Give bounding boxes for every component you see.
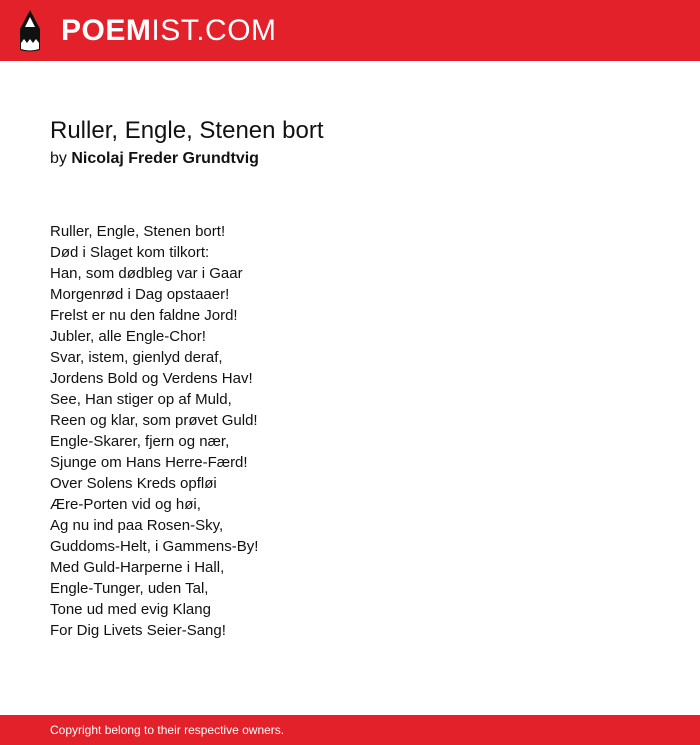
poem-line: Ruller, Engle, Stenen bort!: [50, 223, 226, 240]
poem-line: Ære-Porten vid og høi,: [50, 496, 201, 513]
poem-line: Morgenrød i Dag opstaaer!: [50, 286, 230, 303]
poem-line: Tone ud med evig Klang: [50, 601, 211, 618]
byline-prefix: by: [50, 150, 67, 167]
poem-line: Guddoms-Helt, i Gammens-By!: [50, 538, 259, 555]
site-footer: [0, 715, 700, 745]
poem-byline: [50, 147, 650, 171]
pencil-icon: [18, 10, 42, 52]
poem-line: Engle-Tunger, uden Tal,: [50, 580, 209, 597]
copyright-text: Copyright belong to their respective owners.: [50, 723, 285, 737]
poem-content: [50, 116, 650, 641]
poem-line: Han, som dødbleg var i Gaar: [50, 265, 243, 282]
poem-line: Frelst er nu den faldne Jord!: [50, 307, 238, 324]
site-logo-text: [61, 13, 277, 47]
poem-line: Over Solens Kreds opfløi: [50, 475, 217, 492]
poem-line: Død i Slaget kom tilkort:: [50, 244, 210, 261]
poem-line: Med Guld-Harperne i Hall,: [50, 559, 225, 576]
poem-title: Ruller, Engle, Stenen bort: [50, 117, 324, 144]
poem-body: [50, 221, 650, 641]
poem-line: For Dig Livets Seier-Sang!: [50, 622, 226, 639]
site-header: [0, 0, 700, 61]
logo-text-bold: POEM: [61, 13, 152, 47]
poem-line: Jordens Bold og Verdens Hav!: [50, 370, 253, 387]
poem-line: Reen og klar, som prøvet Guld!: [50, 412, 258, 429]
poem-line: See, Han stiger op af Muld,: [50, 391, 232, 408]
poem-line: Engle-Skarer, fjern og nær,: [50, 433, 230, 450]
site-logo-link[interactable]: [18, 10, 277, 52]
poem-line: Svar, istem, gienlyd deraf,: [50, 349, 223, 366]
logo-text-light: IST.COM: [151, 13, 277, 47]
author-name: Nicolaj Freder Grundtvig: [71, 150, 259, 167]
poem-line: Jubler, alle Engle-Chor!: [50, 328, 206, 345]
poem-line: Ag nu ind paa Rosen-Sky,: [50, 517, 224, 534]
poem-line: Sjunge om Hans Herre-Færd!: [50, 454, 248, 471]
